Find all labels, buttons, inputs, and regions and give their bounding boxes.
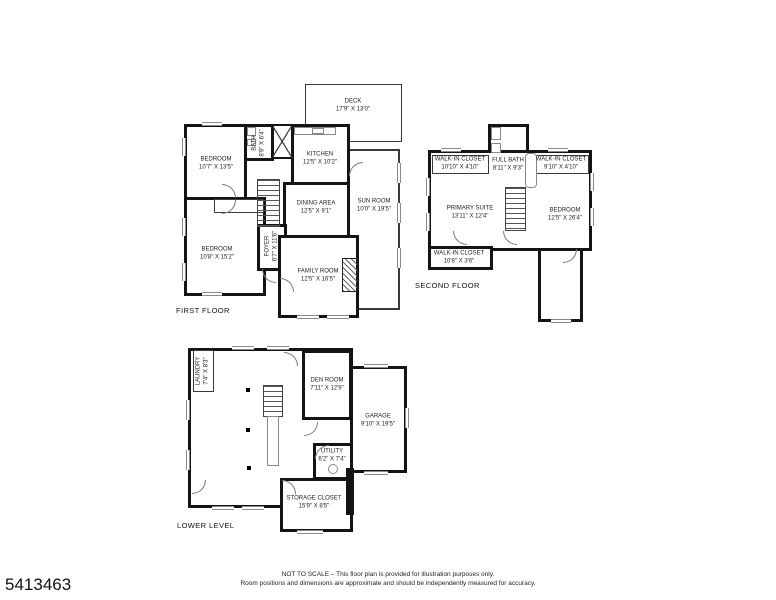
window-marker bbox=[405, 408, 409, 428]
room-dims: 6'7" X 11'6" bbox=[272, 230, 278, 262]
window-marker bbox=[182, 138, 186, 156]
room-name: PRIMARY SUITE bbox=[446, 205, 494, 212]
stairs-icon bbox=[505, 187, 526, 231]
room-dims: 10'7" X 13'5" bbox=[199, 164, 233, 170]
room-label-utility bbox=[318, 449, 345, 464]
room-name: WALK-IN CLOSET bbox=[434, 156, 486, 163]
room-label-sun-room bbox=[357, 199, 391, 214]
room-dims: 10'10" X 4'10" bbox=[441, 164, 479, 170]
window-marker bbox=[242, 506, 264, 510]
stairs-icon bbox=[257, 179, 280, 227]
disclaimer-line-2: Room positions and dimensions are approximate and should be independently measured for accuracy. bbox=[240, 579, 536, 587]
window-marker bbox=[202, 122, 222, 126]
room-name: FOYER bbox=[264, 235, 271, 257]
room-dims: 12'5" X 16'5" bbox=[301, 276, 335, 282]
room-dims: 6'2" X 7'4" bbox=[318, 456, 346, 462]
room-dims: 10'8" X 15'2" bbox=[200, 254, 234, 260]
room-name: BEDROOM bbox=[549, 207, 581, 214]
room-label-walk-in-closet-1 bbox=[435, 157, 485, 172]
water-heater-icon bbox=[328, 464, 338, 474]
second-floor-title: SECOND FLOOR bbox=[415, 281, 480, 290]
lower-level-title: LOWER LEVEL bbox=[177, 521, 235, 530]
sink-icon bbox=[491, 127, 501, 140]
room-dims: 12'5" X 9'1" bbox=[300, 208, 332, 214]
room-name: LAUNDRY bbox=[195, 356, 202, 386]
support-post-icon bbox=[246, 388, 250, 392]
room-dims: 9'10" X 4'10" bbox=[544, 164, 578, 170]
bedroom-extension-outline bbox=[538, 248, 583, 322]
disclaimer-text bbox=[0, 571, 776, 588]
room-dims: 13'11" X 12'4" bbox=[451, 213, 489, 219]
window-marker bbox=[441, 148, 461, 152]
room-name: WALK-IN CLOSET bbox=[535, 156, 587, 163]
room-label-bedroom-1 bbox=[199, 157, 233, 172]
window-marker bbox=[212, 506, 234, 510]
room-name: BATH bbox=[251, 135, 258, 151]
room-name: DINING AREA bbox=[296, 200, 336, 207]
lower-level-plan bbox=[172, 340, 417, 540]
room-label-dining-area bbox=[297, 201, 336, 216]
room-name: WALK-IN CLOSET bbox=[433, 250, 485, 257]
room-label-bedroom-2 bbox=[200, 247, 234, 262]
window-marker bbox=[397, 248, 401, 268]
room-dims: 10'8" X 3'6" bbox=[443, 258, 475, 264]
room-dims: 8'9" X 6'4" bbox=[259, 129, 265, 157]
toilet-icon bbox=[491, 143, 501, 153]
room-name: BEDROOM bbox=[201, 246, 233, 253]
disclaimer-line-1: NOT TO SCALE – This floor plan is provided for illustration purposes only. bbox=[281, 571, 495, 578]
window-marker bbox=[327, 315, 349, 319]
window-marker bbox=[364, 364, 388, 368]
room-dims: 15'9" X 8'5" bbox=[298, 503, 330, 509]
room-label-storage-closet bbox=[287, 496, 342, 511]
room-dims: 17'9" X 13'0" bbox=[336, 106, 370, 112]
room-label-full-bath bbox=[492, 158, 524, 173]
first-floor-title: FIRST FLOOR bbox=[176, 306, 230, 315]
window-marker bbox=[232, 346, 254, 350]
wall-segment bbox=[346, 468, 354, 515]
window-marker bbox=[202, 292, 222, 296]
listing-id: 5413463 bbox=[5, 575, 72, 594]
room-label-bath bbox=[252, 129, 267, 156]
room-name: BEDROOM bbox=[200, 156, 232, 163]
room-dims: 12'5" X 10'2" bbox=[303, 159, 337, 165]
room-label-kitchen bbox=[303, 152, 337, 167]
window-marker bbox=[426, 213, 430, 231]
window-marker bbox=[182, 263, 186, 281]
window-marker bbox=[364, 471, 388, 475]
room-label-family-room bbox=[297, 269, 338, 284]
room-name: SUN ROOM bbox=[357, 198, 391, 205]
room-dims: 9'10" X 19'5" bbox=[361, 421, 395, 427]
window-marker bbox=[186, 450, 190, 470]
room-name: GARAGE bbox=[365, 413, 391, 420]
room-label-primary-suite bbox=[447, 206, 493, 221]
window-marker bbox=[590, 173, 594, 191]
window-marker bbox=[590, 208, 594, 226]
window-marker bbox=[267, 346, 289, 350]
room-dims: 7'4" X 8'3" bbox=[203, 357, 209, 385]
kitchen-sink-icon bbox=[312, 128, 324, 134]
window-marker bbox=[297, 315, 319, 319]
stairs-icon bbox=[263, 385, 283, 417]
room-label-laundry bbox=[196, 357, 211, 386]
room-label-den-room bbox=[310, 378, 343, 393]
room-name: UTILITY bbox=[320, 448, 344, 455]
room-label-foyer bbox=[265, 231, 280, 261]
support-post-icon bbox=[246, 428, 250, 432]
window-marker bbox=[297, 530, 323, 534]
window-marker bbox=[397, 203, 401, 223]
room-label-walk-in-closet-3 bbox=[434, 251, 484, 266]
room-dims: 8'11" X 9'3" bbox=[492, 165, 524, 171]
window-marker bbox=[397, 163, 401, 183]
room-name: STORAGE CLOSET bbox=[286, 495, 342, 502]
first-floor-plan bbox=[172, 78, 412, 328]
room-name: KITCHEN bbox=[306, 151, 334, 158]
window-marker bbox=[426, 178, 430, 196]
support-post-icon bbox=[247, 466, 251, 470]
room-label-walk-in-closet-2 bbox=[536, 157, 586, 172]
room-label-deck bbox=[336, 99, 370, 114]
stairwell-icon bbox=[271, 124, 294, 159]
room-dims: 10'0" X 19'5" bbox=[357, 206, 391, 212]
counter-icon bbox=[267, 416, 279, 466]
room-dims: 7'11" X 12'9" bbox=[310, 385, 344, 391]
room-dims: 12'5" X 26'4" bbox=[548, 215, 582, 221]
fireplace-icon bbox=[342, 258, 358, 292]
window-marker bbox=[186, 400, 190, 420]
window-marker bbox=[548, 148, 568, 152]
room-name: FULL BATH bbox=[492, 157, 524, 164]
room-name: DECK bbox=[344, 98, 362, 105]
room-label-bedroom bbox=[548, 208, 582, 223]
second-floor-plan bbox=[413, 118, 603, 333]
room-label-garage bbox=[361, 414, 395, 429]
window-marker bbox=[551, 319, 571, 323]
window-marker bbox=[182, 218, 186, 236]
room-name: FAMILY ROOM bbox=[297, 268, 339, 275]
room-name: DEN ROOM bbox=[310, 377, 344, 384]
